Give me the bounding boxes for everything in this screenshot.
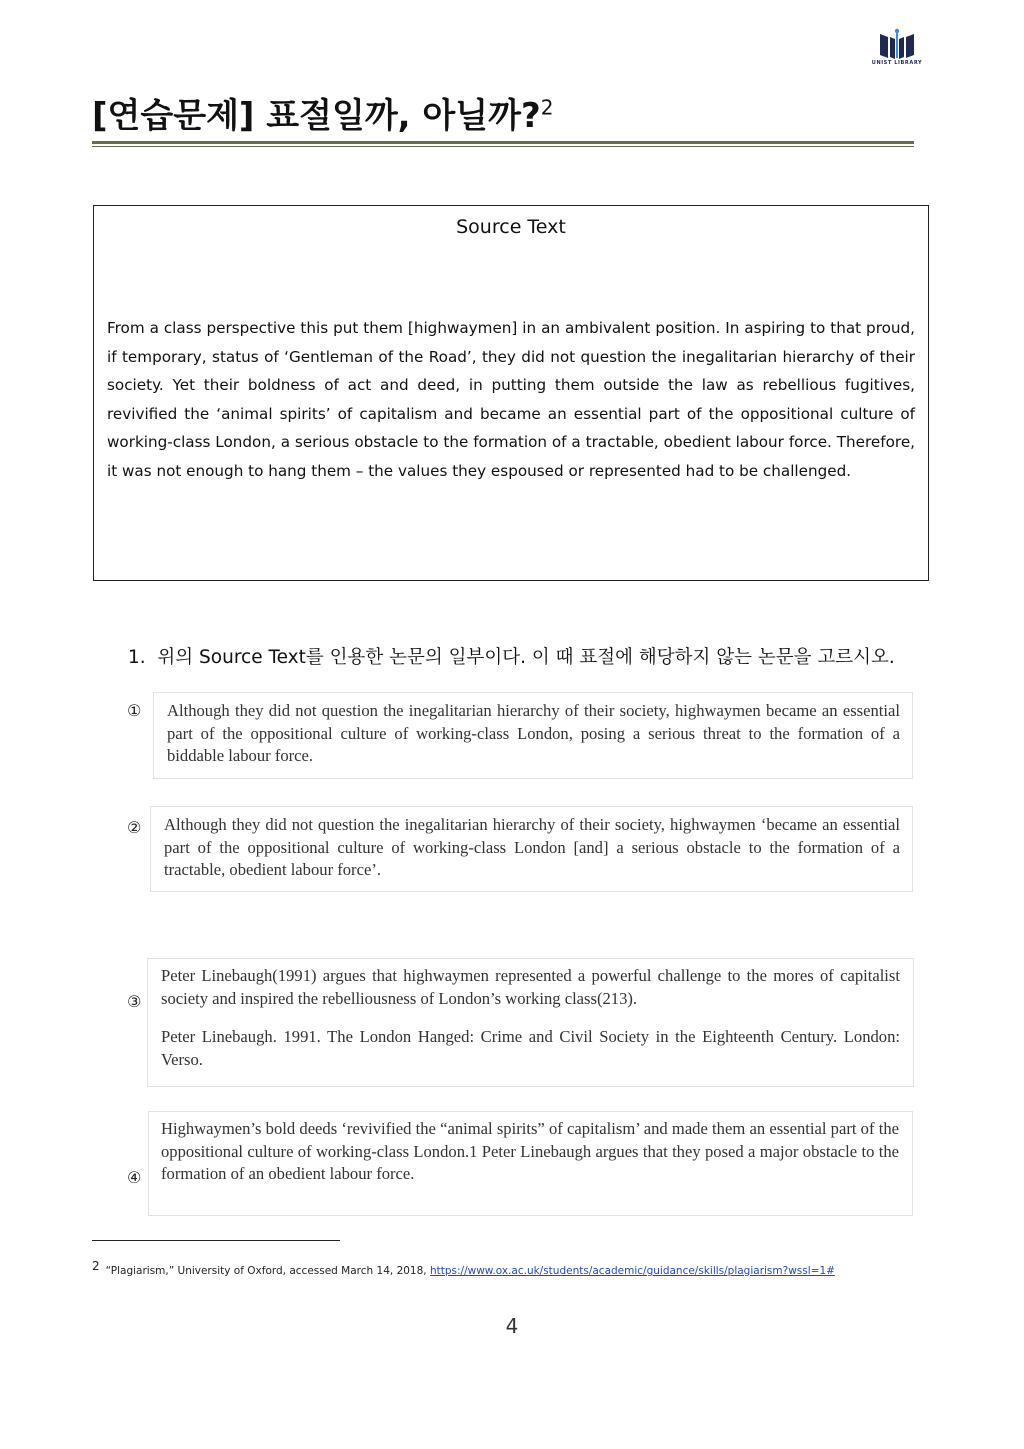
page-title xyxy=(92,96,553,136)
footnote-text: “Plagiarism,” University of Oxford, accessed March 14, 2018, xyxy=(105,1265,430,1277)
footnote-mark: 2 xyxy=(92,1259,100,1273)
title-rule xyxy=(92,141,914,144)
option-2-text: Although they did not question the inegalitarian hierarchy of their society, highwaymen ‘became an essential part of the oppositional culture of working-class London [and] a serious obstacle to the formation of a tractable, obedient labour force’. xyxy=(164,815,900,880)
option-2-box xyxy=(150,806,913,892)
logo-text: UNIST LIBRARY xyxy=(871,60,923,66)
question-number: 1. xyxy=(128,647,146,668)
footnote xyxy=(92,1259,835,1277)
option-3-text: Peter Linebaugh(1991) argues that highwaymen represented a powerful challenge to the mores of capitalist society and inspired the rebelliousness of London’s working class(213). xyxy=(161,966,900,1008)
option-3-marker: ③ xyxy=(127,992,142,1011)
option-4-text: Highwaymen’s bold deeds ‘revivified the “animal spirits” of capitalism’ and made them an essential part of the oppositional culture of working-class London.1 Peter Linebaugh argues that they posed a major obstacle to the formation of an obedient labour force. xyxy=(161,1119,899,1184)
option-1-box xyxy=(153,692,913,779)
option-4-box xyxy=(148,1111,913,1216)
page-title-text: [연습문제] 표절일까, 아닐까? xyxy=(92,96,541,136)
title-rule-thin xyxy=(92,146,914,147)
option-4-marker: ④ xyxy=(127,1168,142,1187)
source-text-heading: Source Text xyxy=(456,216,566,238)
question-prompt xyxy=(128,643,895,669)
option-1-marker: ① xyxy=(127,701,142,720)
option-3-box xyxy=(147,958,914,1087)
page-number: 4 xyxy=(505,1314,519,1338)
footnote-link[interactable]: https://www.ox.ac.uk/students/academic/guidance/skills/plagiarism?wssl=1# xyxy=(429,1265,835,1277)
question-text: 위의 Source Text를 인용한 논문의 일부이다. 이 때 표절에 해당하지 않는 논문을 고르시오. xyxy=(157,647,895,668)
option-3-citation: Peter Linebaugh. 1991. The London Hanged: Crime and Civil Society in the Eighteenth Century. London: Verso. xyxy=(161,1027,900,1069)
footnote-divider xyxy=(92,1240,340,1241)
option-1-text: Although they did not question the inegalitarian hierarchy of their society, highwaymen became an essential part of the oppositional culture of working-class London, posing a serious threat to the formation of a biddable labour force. xyxy=(167,701,900,766)
option-2-marker: ② xyxy=(127,818,142,837)
title-footnote-ref: 2 xyxy=(540,95,554,120)
source-text-box xyxy=(93,205,929,581)
source-text-body: From a class perspective this put them [highwaymen] in an ambivalent position. In aspiring to that proud, if temporary, status of ‘Gentleman of the Road’, they did not question the inegalitarian hierarchy of their society. Yet their boldness of act and deed, in putting them outside the law as rebellious fugitives, revivified the ‘animal spirits’ of capitalism and became an essential part of the oppositional culture of working-class London, a serious obstacle to the formation of a tractable, obedient labour force. Therefore, it was not enough to hang them – the values they espoused or represented had to be challenged. xyxy=(107,319,915,480)
